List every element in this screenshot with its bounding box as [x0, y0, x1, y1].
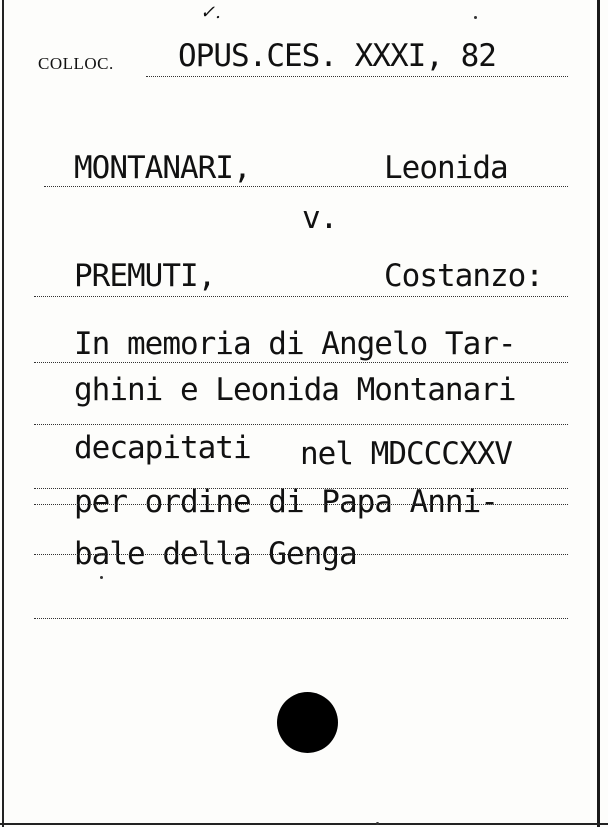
title-line-3a: decapitati [74, 430, 251, 466]
title-rule-1 [34, 362, 568, 363]
title-line-3b: nel MDCCCXXV [300, 436, 512, 472]
card-right-edge [597, 0, 600, 827]
title-line-1: In memoria di Angelo Tar- [74, 326, 516, 362]
title-line-5: bale della Genga [74, 536, 357, 572]
title-line-4: per ordine di Papa Anni- [74, 484, 498, 520]
author-surname: MONTANARI, [74, 150, 251, 186]
shelfmark: OPUS.CES. XXXI, 82 [178, 38, 496, 74]
coauthor-surname: PREMUTI, [74, 258, 216, 294]
versus-text: v. [302, 200, 338, 236]
speck [376, 822, 379, 825]
title-line-2: ghini e Leonida Montanari [74, 372, 516, 408]
corner-check-mark: ✓. [200, 2, 221, 23]
title-rule-4 [34, 504, 568, 505]
colloc-label: COLLOC. [38, 54, 114, 73]
title-rule-5 [34, 554, 568, 555]
title-rule-2 [34, 424, 568, 425]
speck [100, 576, 103, 579]
author-name: Leonida [384, 150, 508, 186]
blank-rule [34, 618, 568, 619]
card-left-edge [2, 0, 4, 827]
punch-hole [277, 692, 338, 753]
shelfmark-rule [146, 76, 568, 77]
author-rule [44, 186, 568, 187]
speck [474, 16, 477, 19]
coauthor-name: Costanzo: [384, 258, 543, 294]
card-bottom-edge [0, 823, 608, 825]
coauthor-rule [34, 296, 568, 297]
